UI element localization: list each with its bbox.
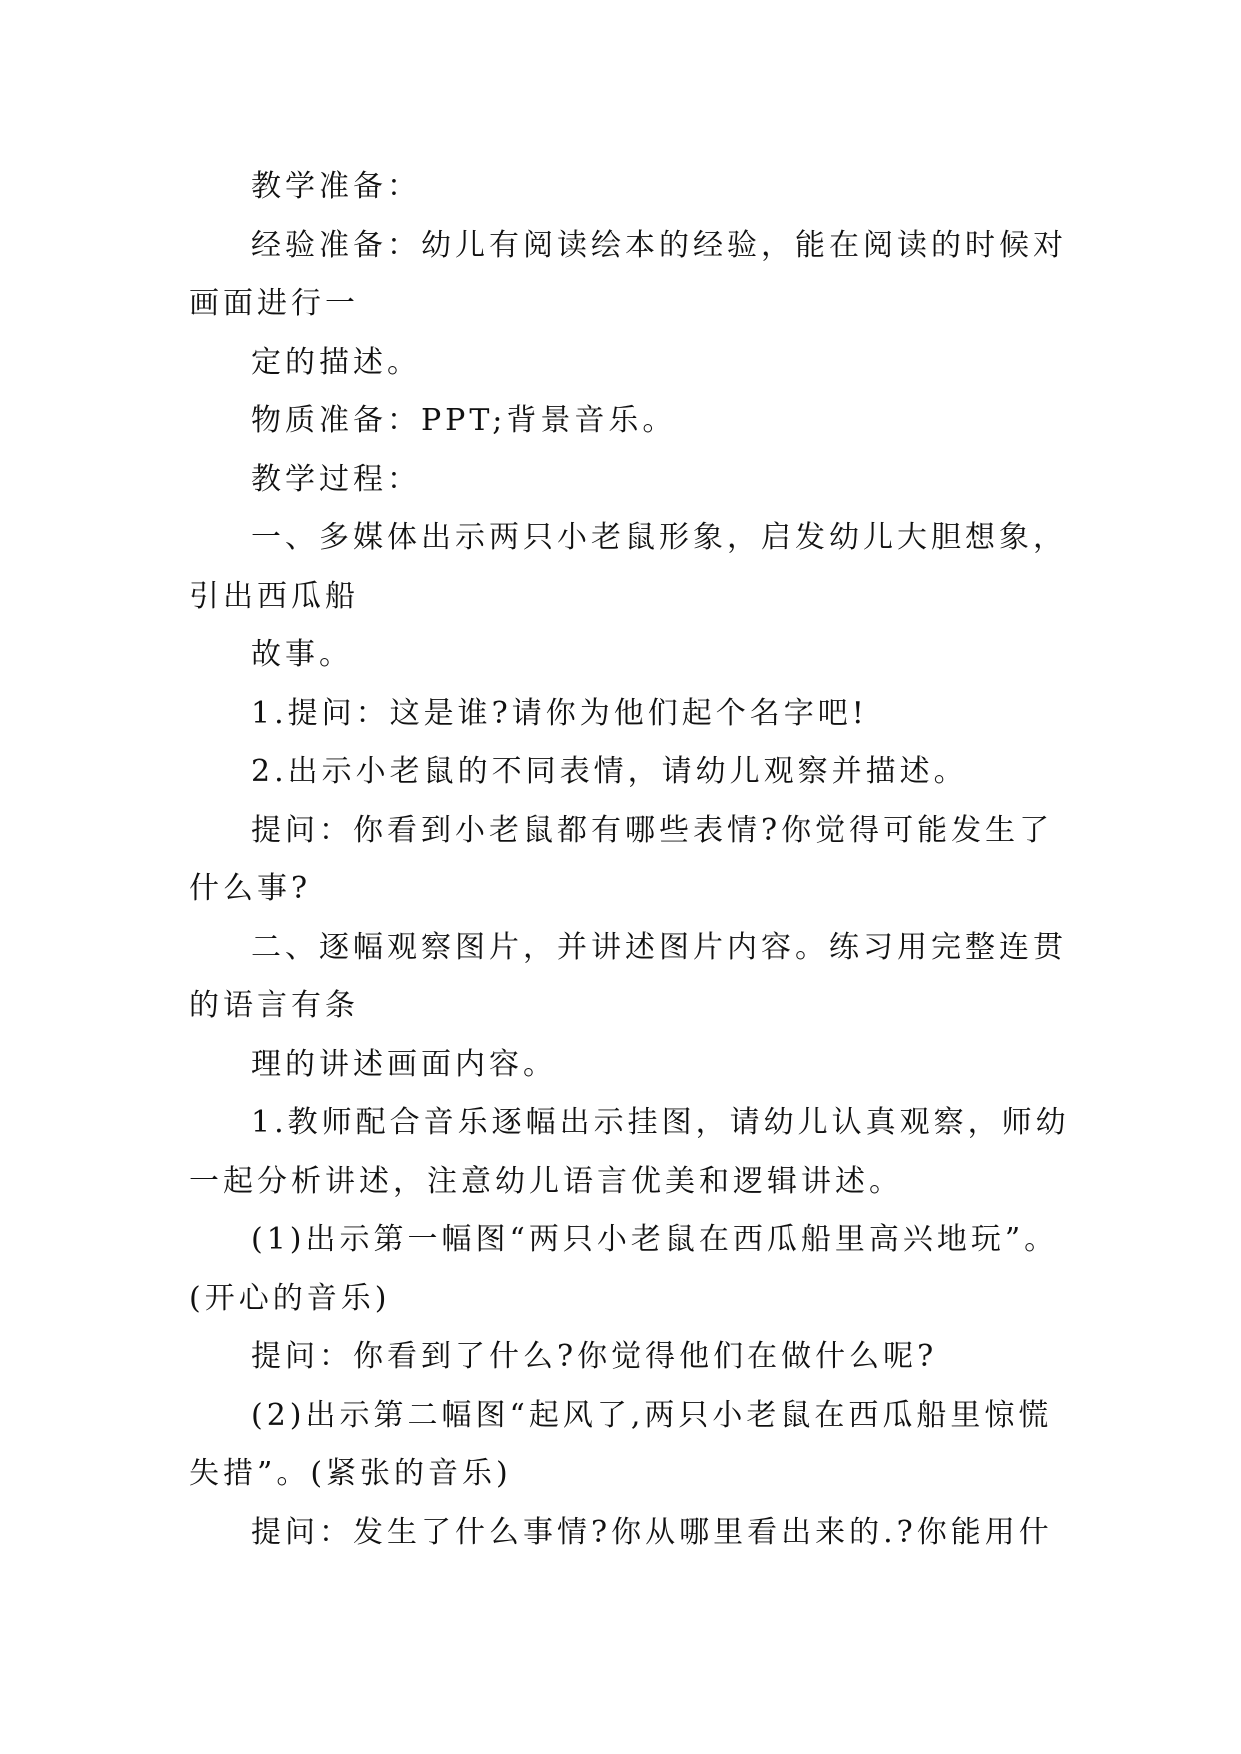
text-line: 一起分析讲述，注意幼儿语言优美和逻辑讲述。 <box>189 1163 903 1199</box>
text-line: 的语言有条 <box>189 988 359 1023</box>
text-line: 什么事? <box>189 871 312 906</box>
text-line: 一、多媒体出示两只小老鼠形象，启发幼儿大胆想象， <box>251 520 1067 555</box>
text-line: 定的描述。 <box>251 344 421 380</box>
text-line: 2.出示小老鼠的不同表情，请幼儿观察并描述。 <box>251 754 968 789</box>
text-line: 经验准备：幼儿有阅读绘本的经验，能在阅读的时候对 <box>251 227 1067 263</box>
text-line: 1.提问：这是谁?请你为他们起个名字吧! <box>251 695 868 731</box>
text-line: 提问：发生了什么事情?你从哪里看出来的.?你能用什 <box>251 1514 1053 1550</box>
text-line: 失措”。(紧张的音乐) <box>189 1456 512 1491</box>
text-line: 教学准备： <box>251 169 421 204</box>
text-line: 教学过程： <box>251 461 421 497</box>
text-line: 二、逐幅观察图片，并讲述图片内容。练习用完整连贯 <box>251 929 1067 965</box>
text-line: 理的讲述画面内容。 <box>251 1046 557 1082</box>
text-line: 提问：你看到小老鼠都有哪些表情?你觉得可能发生了 <box>251 812 1054 848</box>
text-line: 物质准备：PPT;背景音乐。 <box>251 403 677 438</box>
text-line: 故事。 <box>251 637 353 672</box>
text-line: (2)出示第二幅图“起风了,两只小老鼠在西瓜船里惊慌 <box>251 1397 1053 1433</box>
text-line: 1.教师配合音乐逐幅出示挂图，请幼儿认真观察，师幼 <box>251 1105 1070 1140</box>
text-line: 画面进行一 <box>189 286 359 321</box>
text-line: 提问：你看到了什么?你觉得他们在做什么呢? <box>251 1339 938 1374</box>
text-line: (1)出示第一幅图“两只小老鼠在西瓜船里高兴地玩”。 <box>251 1222 1059 1257</box>
text-line: 引出西瓜船 <box>189 578 359 614</box>
document-body <box>189 158 1070 1562</box>
text-line: (开心的音乐) <box>189 1280 391 1316</box>
